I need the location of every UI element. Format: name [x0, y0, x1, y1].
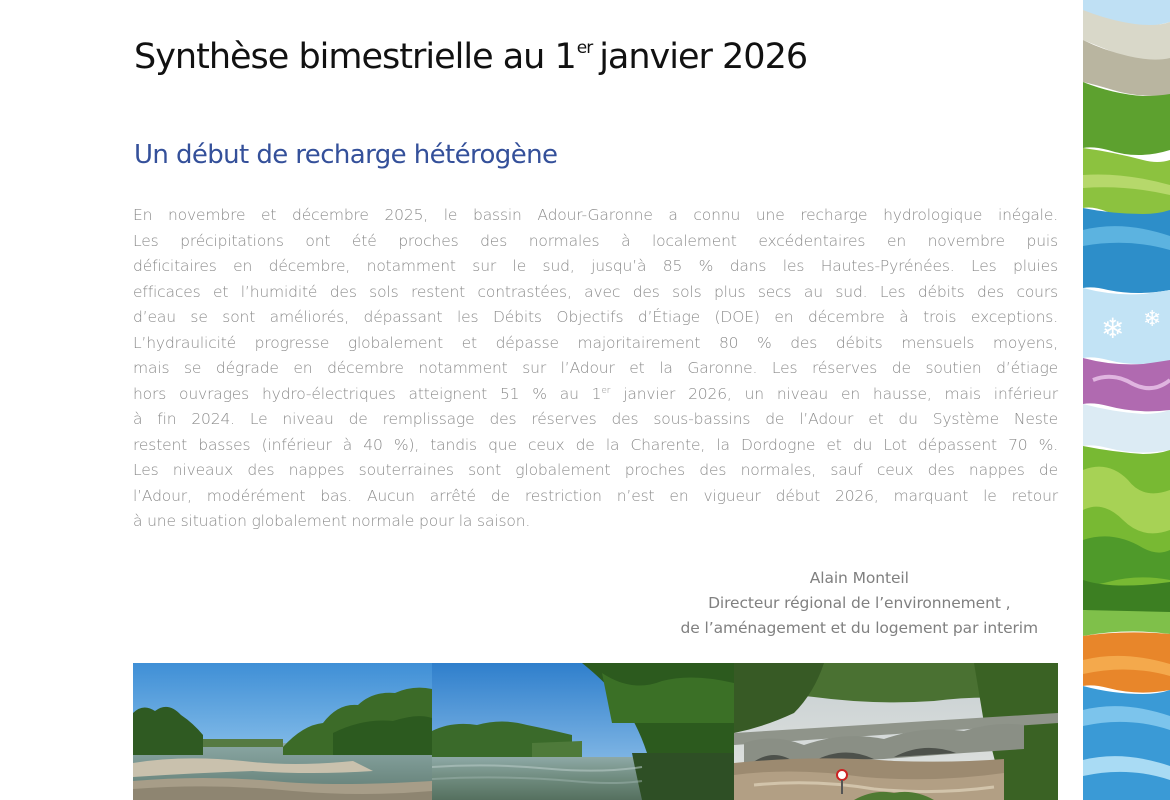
line-superscript: er: [601, 385, 611, 396]
svg-text:❄: ❄: [1143, 307, 1162, 332]
paragraph-line: Les niveaux des nappes souterraines sont globalement proches des normales, sauf ceux des nappes de: [133, 461, 1058, 479]
signature-block: [681, 566, 1038, 641]
paragraph-line: L’hydraulicité progresse globalement et dépasse majoritairement 80 % des débits mensuels moyens,: [133, 333, 1058, 352]
body-paragraph: [133, 203, 1058, 535]
paragraph-line: En novembre et décembre 2025, le bassin Adour-Garonne a connu une recharge hydrologique inégale.: [133, 206, 1058, 224]
photo-strip: [133, 663, 1058, 800]
paragraph-line: efficaces et l’humidité des sols restent contrastées, avec des sols plus secs au sud. Les débits des cours: [133, 282, 1058, 301]
river-photo-gravel-banks: [133, 663, 432, 800]
paragraph-line: à fin 2024. Le niveau de remplissage des réserves des sous-bassins de l’Adour et du Système Neste: [133, 410, 1058, 428]
paragraph-line: à une situation globalement normale pour la saison.: [133, 512, 531, 530]
signature-role-line-2: de l’aménagement et du logement par interim: [680, 619, 1038, 637]
section-heading: Un début de recharge hétérogène: [134, 140, 558, 170]
paragraph-line: Les précipitations ont été proches des normales à localement excédentaires en novembre puis: [133, 231, 1058, 250]
page-title: [134, 37, 808, 77]
paragraph-line: restent basses (inférieur à 40 %), tandis que ceux de la Charente, la Dordogne et du Lot dépassent 70 %.: [133, 435, 1058, 454]
river-photo-reflections: [432, 663, 734, 800]
line-suffix: janvier 2026, un niveau en hausse, mais inférieur: [610, 384, 1058, 403]
paragraph-line: déficitaires en décembre, notamment sur le sud, jusqu’à 85 % dans les Hautes-Pyrénées. Les pluies: [133, 257, 1058, 275]
title-suffix: janvier 2026: [599, 37, 808, 77]
signature-name: Alain Monteil: [809, 569, 909, 587]
title-prefix: Synthèse bimestrielle au 1: [134, 37, 576, 77]
svg-text:❄: ❄: [1101, 312, 1125, 345]
flood-photo-bridge: [734, 663, 1058, 800]
paragraph-line: mais se dégrade en décembre notamment sur l’Adour et la Garonne. Les réserves de soutien d’étiage: [133, 359, 1058, 377]
paragraph-line: d’eau se sont améliorés, dépassant les Débits Objectifs d’Étiage (DOE) en décembre à trois exceptions.: [133, 308, 1058, 326]
paragraph-line: [133, 382, 1058, 408]
line-prefix: hors ouvrages hydro-électriques atteignent 51 % au 1: [133, 384, 602, 403]
title-superscript: er: [576, 38, 593, 59]
paragraph-line: l’Adour, modérément bas. Aucun arrêté de restriction n’est en vigueur début 2026, marquant le retour: [133, 486, 1058, 505]
decorative-landscape-band: [1083, 0, 1170, 800]
signature-role-line-1: Directeur régional de l’environnement ,: [708, 594, 1011, 612]
